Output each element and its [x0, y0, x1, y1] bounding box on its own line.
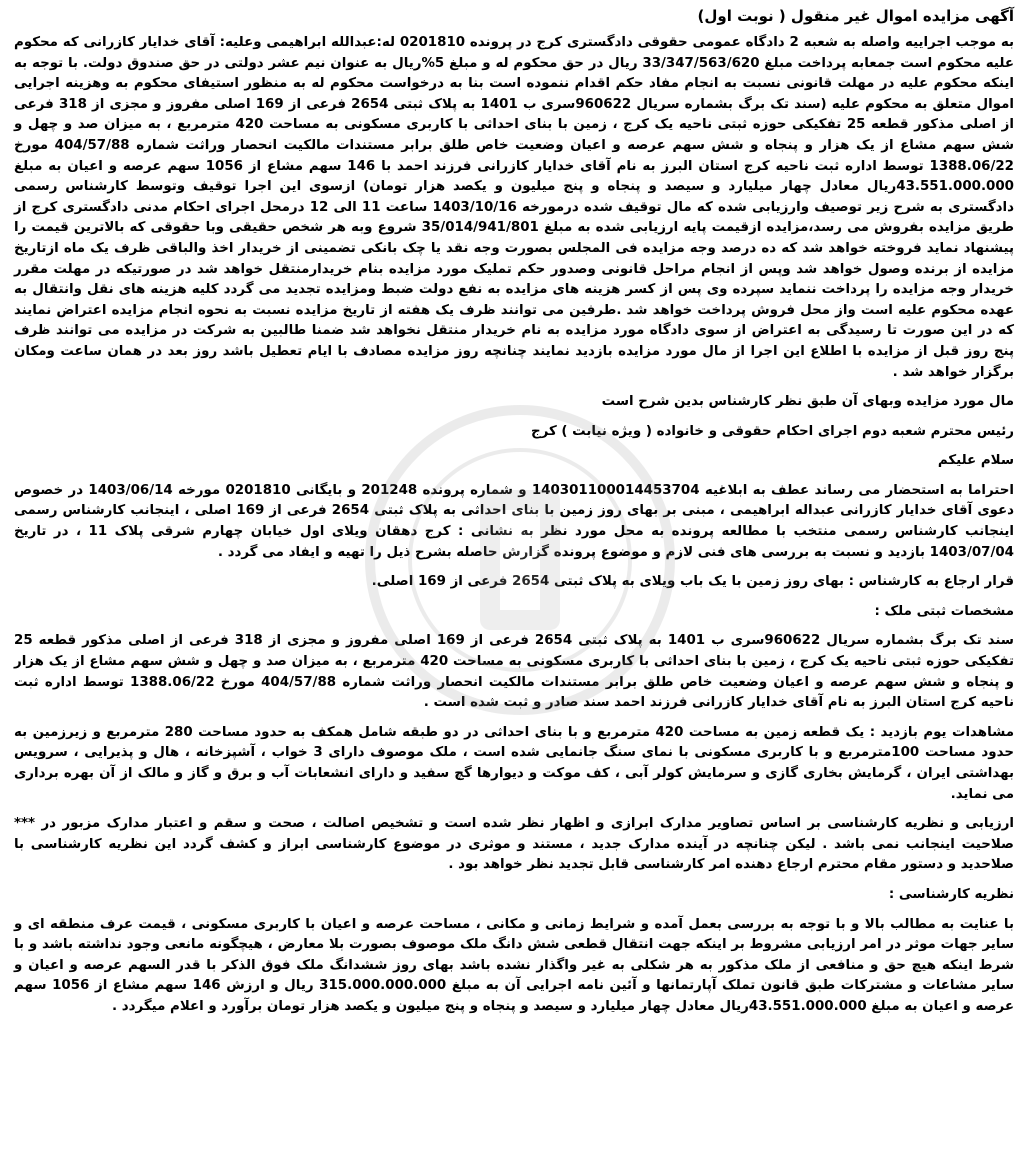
notice-title: آگهی مزایده اموال غیر منقول ( نوبت اول) — [697, 7, 1014, 25]
addressee-line: رئیس محترم شعبه دوم اجرای احکام حقوقی و خانواده ( ویژه نیابت ) کرج — [530, 423, 1014, 439]
expert-intro-paragraph: احتراما به استحضار می رساند عطف به ابلاغیه 140301100014453704 و شماره پرونده 201248 و بایگانی 0201810 مورخه 1403/06/14 در خصوص دعوی آقای خدایار کازرانی عبداله ابراهیمی ، مبنی بر بهای روز زمین با بنای احداثی به پلاک ثبتی 2654 فرعی از 169 اصلی ، اینجانب کارشناس رسمی اینجانب کارشناس رسمی منتخب با مطالعه پرونده به محل مورد نظر به نشانی : کرج دهقان ویلای اول خیابان چهارم شرقی پلاک 11 ، در تاریخ 1403/07/04 بازدید و نسبت به بررسی های فنی لازم و موضوع پرونده گزارش حاصله بشرح ذیل را تهیه و ایفاد می گردد . — [14, 482, 1015, 560]
registration-paragraph: سند تک برگ بشماره سریال 960622سری ب 1401 به پلاک ثبتی 2654 فرعی از 169 اصلی مفروز و مجزی از 318 فرعی از اصلی مذکور قطعه 25 تفکیکی حوزه ثبتی ناحیه یک کرج ، زمین با بنای احداثی با کاربری مسکونی به مساحت 420 مترمربع ، به میزان صد و چهل و شش سهم مشاع از یک هزار و پنجاه و شش سهم عرصه و اعیان وضعیت خاص طلق برابر مستندات مالکیت انحصار وراثت شماره 404/57/88 مورخ 1388.06/22 توسط اداره ثبت ناحیه کرج استان البرز به نام آقای خدایار کازرانی فرزند احمد سند صادر و ثبت شده است . — [14, 633, 1014, 711]
expert-opinion-paragraph: با عنایت به مطالب بالا و با توجه به بررسی بعمل آمده و شرایط زمانی و مکانی ، مساحت عرصه و اعیان با کاربری مسکونی ، قیمت عرف منطقه ای و سایر جهات موثر در امر ارزیابی مشروط بر اینکه جهت انتقال قطعی شش دانگ ملک موصوف بصورت بلا معارض ، هیچگونه مانعی وجود نداشته باشد و با شرط اینکه هیچ حق و منافعی از ملک مذکور به هر شکلی به غیر واگذار نشده باشد بهای روز ششدانگ ملک فوق الذکر با قدر السهم عرصه و اعیان و سایر مشاعات و مشترکات طبق قانون تملک آپارتمانها و آئین نامه اجرایی آن به مبلغ 315.000.000.000 ریال و ارزش 146 سهم مشاع از 1056 سهم عرصه و اعیان به مبلغ 43.551.000.000ریال معادل چهار میلیارد و سیصد و پنجاه و پنج میلیون و یکصد هزار تومان برآورد و اعلام میگردد . — [14, 916, 1014, 1014]
expert-opinion-heading: نظریه کارشناسی : — [888, 886, 1014, 902]
registration-heading: مشخصات ثبتی ملک : — [874, 603, 1014, 619]
observations-paragraph: مشاهدات یوم بازدید : یک قطعه زمین به مساحت 420 مترمربع و با بنای احداثی در دو طبقه شامل همکف به حدود مساحت 280 مترمربع و زیرزمین به حدود مساحت 100مترمربع و با کاربری مسکونی با نمای سنگ جانمایی شده است ، ملک موصوف دارای 3 خواب ، آشپزخانه ، هال و پذیرایی ، سرویس بهداشتی ایران ، گرمایش بخاری گازی و سرمایش کولر آبی ، کف موکت و دیوارها گچ سفید و دارای انشعابات آب و برق و گاز و مالک از آن بهره برداری می نماید. — [14, 724, 1015, 802]
disclaimer-paragraph: ارزیابی و نظریه کارشناسی بر اساس تصاویر مدارک ابرازی و اظهار نظر شده است و تشخیص اصالت ، صحت و سقم و اعتبار مدارک مزبور در *** صلاحیت اینجانب نمی باشد . لیکن چنانچه در آینده مدارک جدید ، مستند و موثری در موضوع کارشناسی ابراز و کشف گردد این نظریه کارشناسی با صلاحدید و دستور مقام محترم ارجاع دهنده امر کارشناسی قابل تجدید نظر خواهد بود . — [14, 816, 1014, 873]
referral-line: قرار ارجاع به کارشناس : بهای روز زمین با یک باب ویلای به پلاک ثبتی 2654 فرعی از 169 اصلی. — [371, 574, 1014, 590]
notice-body-paragraph: به موجب اجراییه واصله به شعبه 2 دادگاه عمومی حقوقی دادگستری کرج در پرونده 0201810 له:عبدالله ابراهیمی وعلیه: آقای خدایار کازرانی که محکوم علیه محکوم است جمعابه پرداخت مبلغ 33/347/563/620 ریال در حق محکوم له و مبلغ 5%ریال به عنوان نیم عشر دولتی در حق صندوق دولت. با توجه به اینکه محکوم علیه در مهلت قانونی نسبت به انجام مفاد حکم اقدام ننموده است بنا به درخواست محکوم له به منظور استیفای محکوم به وهزینه اجرایی اموال متعلق به محکوم علیه (سند تک برگ بشماره سریال 960622سری ب 1401 به پلاک ثبتی 2654 فرعی از 169 اصلی مفروز و مجزی از 318 فرعی از اصلی مذکور قطعه 25 تفکیکی حوزه ثبتی ناحیه یک کرج ، زمین با بنای احداثی با کاربری مسکونی به مساحت 420 مترمربع ، به میزان صد و چهل و شش سهم مشاع از یک هزار و پنجاه و شش سهم عرصه و اعیان وضعیت خاص طلق برابر مستندات مالکیت انحصار وراثت شماره 404/57/88 مورخ 1388.06/22 توسط اداره ثبت ناحیه کرج استان البرز به نام آقای خدایار کازرانی فرزند احمد با 146 سهم مشاع از 1056 سهم عرصه و اعیان به مبلغ 43.551.000.000ریال معادل چهار میلیارد و سیصد و پنجاه و پنج میلیون و یکصد هزار تومان) ازسوی این اجرا توقیف وتوسط کارشناس رسمی دادگستری به شرح زیر توصیف وارزیابی شده که مال توقیف شده درمورخه 1403/10/16 ساعت 11 الی 12 درمحل اجرای احکام مدنی دادگستری کرج از طریق مزایده بفروش می رسد،مزایده ازقیمت پایه ارزیابی شده به مبلغ 35/014/941/801 شروع وبه هر شخص حقیقی وبا حقوقی که بالاترین قیمت را پیشنهاد نماید فروخته خواهد شد که ده درصد وجه مزایده فی المجلس بصورت وجه نقد یا چک بانکی تضمینی از خریدار اخذ والباقی ظرف یک ماه ازتاریخ مزایده از برنده وصول خواهد شد وپس از انجام مراحل قانونی وصدور حکم تملیک مورد مزایده بنام خریدارمنتقل خواهد شد در صورتیکه در مهلت مقرر خریدار وجه مزایده را پرداخت ننماید سپرده وی پس از کسر هزینه های مزایده به نفع دولت ضبط ومزایده تجدید می گردد کلیه هزینه های نقل وانتقال به عهده محکوم علیه است واز محل فروش پرداخت خواهد شد .طرفین می توانند ظرف یک هفته از تاریخ مزایده نسبت به نحوه انجام مزایده اعتراض نمایند که در این صورت تا رسیدگی به اعتراض از سوی دادگاه مورد مزایده به نام خریدار منتقل نخواهد شد ضمنا طالبین به شرکت در مزایده می توانند ظرف پنج روز قبل از مزایده با اطلاع این اجرا از مال مورد مزایده بازدید نمایند چنانچه روز مزایده مصادف با ایام تعطیل باشد روز بعد در همان ساعت ومکان برگزار خواهد شد . — [14, 35, 1014, 380]
greeting-line: سلام علیکم — [937, 453, 1014, 469]
property-intro-line: مال مورد مزایده وبهای آن طبق نظر کارشناس بدین شرح است — [601, 394, 1014, 410]
